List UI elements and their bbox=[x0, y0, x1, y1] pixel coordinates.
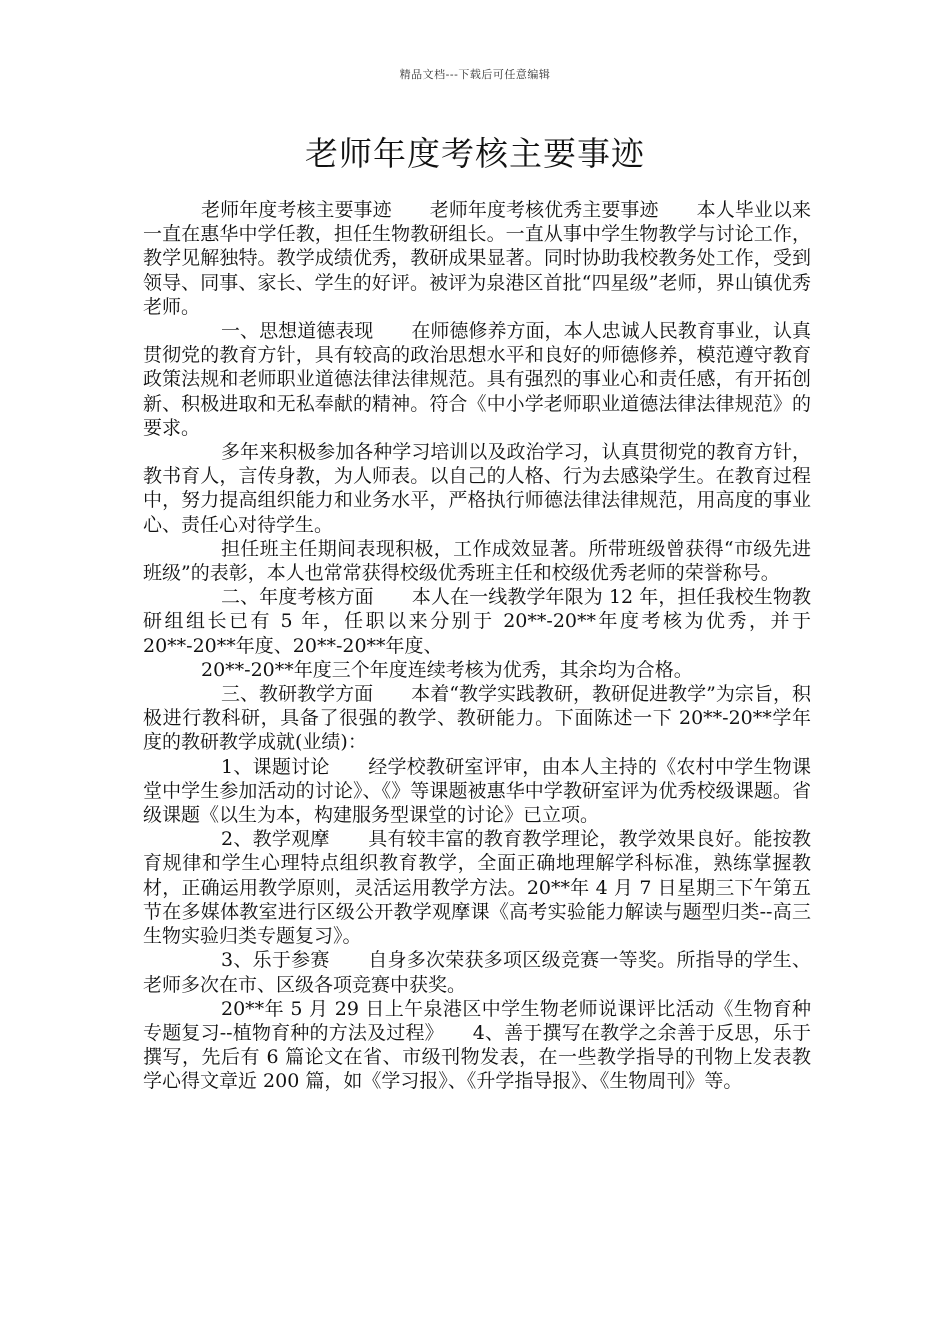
paragraph-item-1: 1、课题讨论 经学校教研室评审，由本人主持的《农村中学生物课堂中学生参加活动的讨论》、《》等课题被惠华中学教研室评为优秀校级课题。省级课题《以生为本，构建服务型课堂的讨论》已立项。 bbox=[143, 755, 811, 827]
paragraph-class-teacher: 担任班主任期间表现积极，工作成效显著。所带班级曾获得“市级先进班级”的表彰，本人也常常获得校级优秀班主任和校级优秀老师的荣誉称号。 bbox=[143, 537, 811, 585]
paragraph-study: 多年来积极参加各种学习培训以及政治学习，认真贯彻党的教育方针，教书育人，言传身教，为人师表。以自己的人格、行为去感染学生。在教育过程中，努力提高组织能力和业务水平，严格执行师德法律法律规范，用高度的事业心、责任心对待学生。 bbox=[143, 441, 811, 536]
paragraph-section-2-cont: 20**-20**年度三个年度连续考核为优秀，其余均为合格。 bbox=[201, 658, 693, 681]
paragraph-intro: 老师年度考核主要事迹 老师年度考核优秀主要事迹 本人毕业以来一直在惠华中学任教，担任生物教研组长。一直从事中学生物教学与讨论工作，教学见解独特。教学成绩优秀，教研成果显著。同时协助我校教务处工作，受到领导、同事、家长、学生的好评。被评为泉港区首批“四星级”老师，界山镇优秀老师。 bbox=[143, 199, 811, 318]
document-body bbox=[143, 198, 811, 1094]
paragraph-item-4: 20**年 5 月 29 日上午泉港区中学生物老师说课评比活动《生物育种专题复习--植物育种的方法及过程》 4、善于撰写在教学之余善于反思，乐于撰写，先后有 6 篇论文在省、市级刊物发表，在一些教学指导的刊物上发表教学心得文章近 200 篇，如《学习报》、《升学指导报》、《生物周刊》等。 bbox=[143, 997, 811, 1093]
paragraph-section-2: 二、年度考核方面 本人在一线教学年限为 12 年，担任我校生物教研组组长已有 5 年，任职以来分别于 20**-20**年度考核为优秀，并于 20**-20**年度、20**-20**年度、 bbox=[143, 586, 811, 657]
paragraph-item-2: 2、教学观摩 具有较丰富的教育教学理论，教学效果良好。能按教育规律和学生心理特点组织教育教学，全面正确地理解学科标准，熟练掌握教材，正确运用教学原则，灵活运用教学方法。20**年 4 月 7 日星期三下午第五节在多媒体教室进行区级公开教学观摩课《高考实验能力解读与题型归类--高三生物实验归类专题复习》。 bbox=[143, 828, 811, 948]
paragraph-section-1: 一、思想道德表现 在师德修养方面，本人忠诚人民教育事业，认真贯彻党的教育方针，具有较高的政治思想水平和良好的师德修养，模范遵守教育政策法规和老师职业道德法律法律规范。具有强烈的事业心和责任感，有开拓创新、积极进取和无私奉献的精神。符合《中小学老师职业道德法律法律规范》的要求。 bbox=[143, 320, 811, 439]
paragraph-item-3: 3、乐于参赛 自身多次荣获多项区级竞赛一等奖。所指导的学生、老师多次在市、区级各项竞赛中获奖。 bbox=[143, 949, 811, 996]
paragraph-section-3: 三、教研教学方面 本着“教学实践教研，教研促进教学”为宗旨，积极进行教科研，具备了很强的教学、教研能力。下面陈述一下 20**-20**学年度的教研教学成就(业绩)： bbox=[143, 683, 811, 754]
document-title: 老师年度考核主要事迹 bbox=[305, 134, 645, 173]
header-note: 精品文档---下载后可任意编辑 bbox=[399, 68, 551, 81]
